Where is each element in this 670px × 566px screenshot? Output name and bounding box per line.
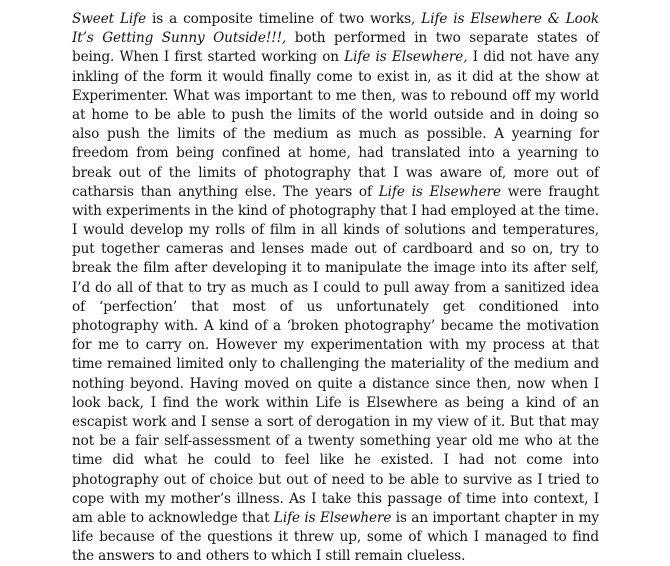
text-segment: is an important chapter in my life because of the questions it threw up, some of which I managed to find the answers to and others to which I still remain clueless.: [72, 509, 599, 565]
italic-text-segment: Life is Elsewhere: [378, 183, 501, 200]
italic-text-segment: Life is Elsewhere: [273, 509, 392, 526]
document-page: [72, 10, 599, 566]
text-segment: I did not have any inkling of the form it would finally come to exist in, as it did at the show at Experimenter. What was important to me then, was to rebound off my world at home to be able to push the limits of the world outside and in doing so also push the limits of the medium as much as possible. A yearning for freedom from being confined at home, had translated into a yearning to break out of the limits of photography that I was aware of, more out of catharsis than anything else. The years of: [72, 49, 599, 200]
italic-text-segment: Life is Elsewhere,: [344, 49, 468, 66]
italic-text-segment: Life is Elsewhere & Look It’s Getting Sunny Outside!!!,: [72, 11, 599, 47]
text-segment: is a composite timeline of two works,: [146, 11, 422, 27]
text-segment: both performed in two separate states of being. When I first started working on: [72, 30, 599, 66]
text-segment: were fraught with experiments in the kind of photography that I had employed at the time. I would develop my rolls of film in all kinds of solutions and temperatures, put together cameras and lenses made out of cardboard and so on, try to break the film after developing it to manipulate the image into its after self, I’d do all of that to try as much as I could to pull away from a sanitized idea of ‘perfection’ that most of us unfortunately get conditioned into photography with. A kind of a ‘broken photography’ became the motivation for me to carry on. However my experimentation with my process at that time remained limited only to challenging the materiality of the medium and nothing beyond. Having moved on quite a distance since then, now when I look back, I find the work within Life is Elsewhere as being a kind of an escapist work and I sense a sort of derogation in my view of it. But that may not be a fair self-assessment of a twenty something year old me who at the time did what he could to feel like he existed. I had not come into photography out of choice but out of need to be able to survive as I tried to cope with my mother’s illness. As I take this passage of time into context, I am able to acknowledge that: [72, 183, 599, 526]
body-paragraph: [72, 10, 599, 566]
italic-text-segment: Sweet Life: [72, 11, 147, 27]
